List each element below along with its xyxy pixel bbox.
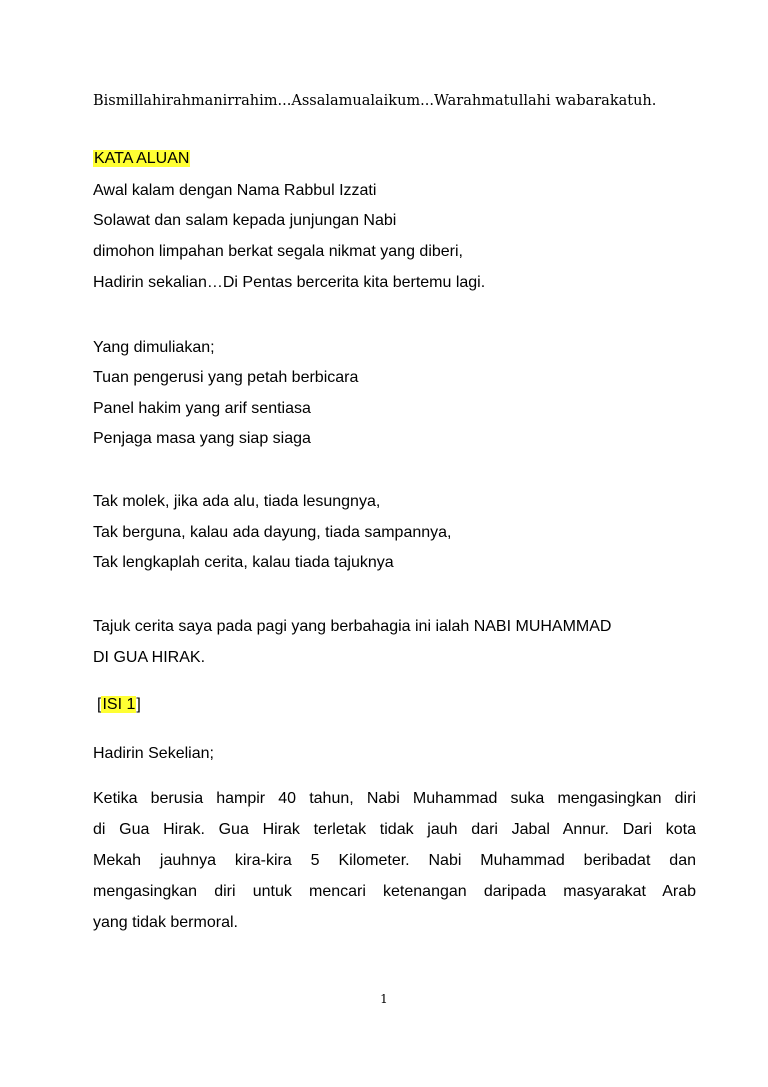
isi-label bbox=[97, 697, 141, 713]
page-number: 1 bbox=[380, 992, 388, 1006]
kata-aluan-line: Hadirin sekalian…Di Pentas bercerita kita bertemu lagi. bbox=[93, 274, 486, 291]
kata-aluan-heading bbox=[93, 151, 190, 167]
dimuliakan-line: Tuan pengerusi yang petah berbicara bbox=[93, 369, 359, 386]
pantun-line: Tak molek, jika ada alu, tiada lesungnya, bbox=[93, 493, 381, 510]
greeting-line: Bismillahirahmanirrahim...Assalamualaikum...Warahmatullahi wabarakatuh. bbox=[93, 93, 657, 109]
dimuliakan-line: Yang dimuliakan; bbox=[93, 339, 215, 356]
paragraph-line: Ketika berusia hampir 40 tahun, Nabi Muhammad suka mengasingkan diri bbox=[93, 790, 696, 807]
salutation-line: Hadirin Sekelian; bbox=[93, 745, 214, 762]
tajuk-line: DI GUA HIRAK. bbox=[93, 649, 206, 666]
isi-bracket-open: [ bbox=[97, 696, 102, 713]
kata-aluan-line: Solawat dan salam kepada junjungan Nabi bbox=[93, 212, 397, 229]
tajuk-line: Tajuk cerita saya pada pagi yang berbahagia ini ialah NABI MUHAMMAD bbox=[93, 618, 612, 635]
isi-highlight: ISI 1 bbox=[102, 696, 136, 713]
paragraph-line: mengasingkan diri untuk mencari ketenangan daripada masyarakat Arab bbox=[93, 883, 696, 900]
dimuliakan-line: Penjaga masa yang siap siaga bbox=[93, 430, 311, 447]
pantun-line: Tak berguna, kalau ada dayung, tiada sampannya, bbox=[93, 524, 452, 541]
paragraph-line: Mekah jauhnya kira-kira 5 Kilometer. Nabi Muhammad beribadat dan bbox=[93, 852, 696, 869]
paragraph-line: di Gua Hirak. Gua Hirak terletak tidak jauh dari Jabal Annur. Dari kota bbox=[93, 821, 696, 838]
kata-aluan-line: dimohon limpahan berkat segala nikmat yang diberi, bbox=[93, 243, 463, 260]
isi-bracket-close: ] bbox=[136, 696, 141, 713]
kata-aluan-line: Awal kalam dengan Nama Rabbul Izzati bbox=[93, 182, 377, 199]
paragraph-last-line: yang tidak bermoral. bbox=[93, 914, 238, 931]
pantun-line: Tak lengkaplah cerita, kalau tiada tajuknya bbox=[93, 554, 394, 571]
dimuliakan-line: Panel hakim yang arif sentiasa bbox=[93, 400, 311, 417]
kata-aluan-highlight: KATA ALUAN bbox=[94, 150, 190, 167]
